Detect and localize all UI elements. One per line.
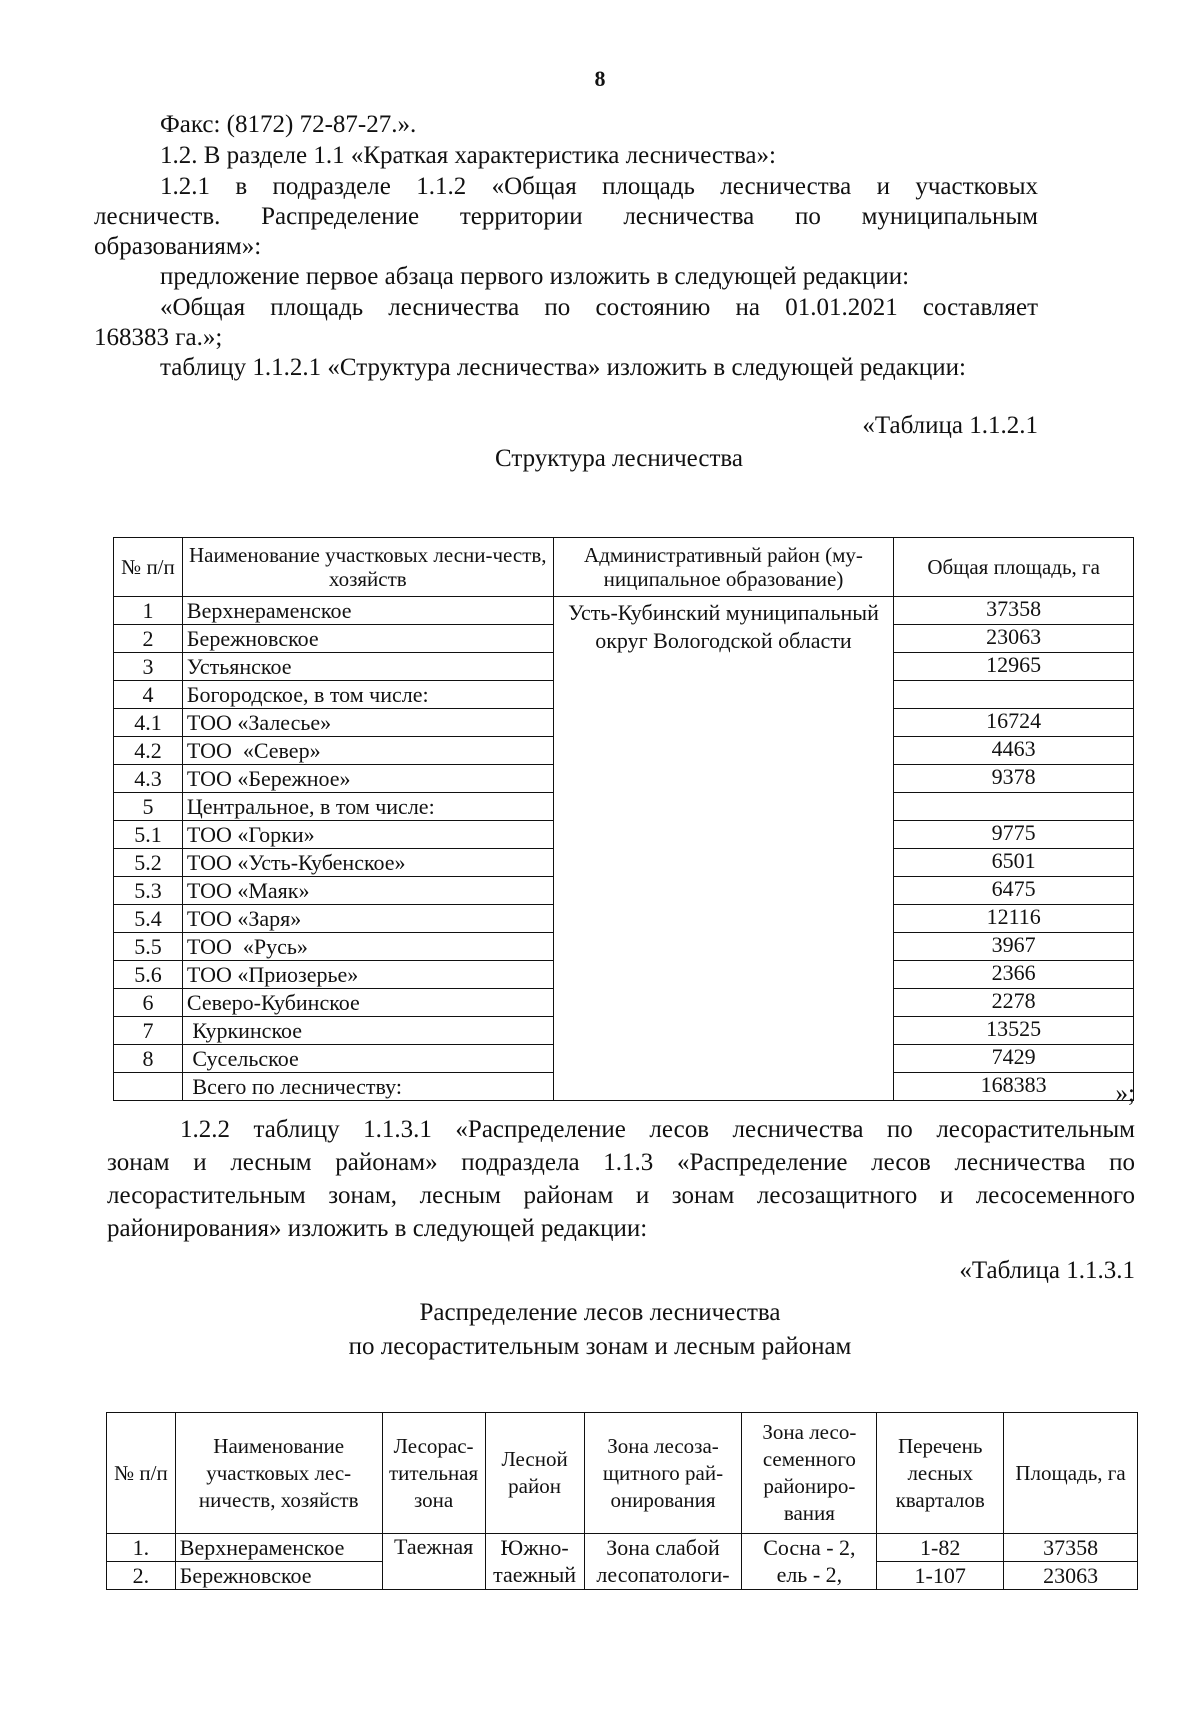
row-num: 3 [114, 653, 183, 681]
t2-header-region: Лесной район [485, 1413, 584, 1534]
row-area: 13525 [894, 1017, 1134, 1045]
t2-protect: Зона слабой [584, 1534, 742, 1562]
row-area: 16724 [894, 709, 1134, 737]
row-name: ТОО «Приозерье» [182, 961, 553, 989]
row-area: 2366 [894, 961, 1134, 989]
t2-num: 2. [107, 1562, 176, 1590]
quote-line1: «Общая площадь лесничества по состоянию на 01.01.2021 составляет [160, 294, 1038, 321]
t2-num: 1. [107, 1534, 176, 1562]
section-1-2-2-line3: лесорастительным зонам, лесным районам и зонам лесозащитного и лесосеменного [107, 1182, 1135, 1209]
forest-distribution-table [106, 1412, 1138, 1590]
row-num: 5.4 [114, 905, 183, 933]
row-name: Северо-Кубинское [182, 989, 553, 1017]
t2-name: Бережновское [175, 1562, 382, 1590]
t2-header-zone: Лесорас-тительная зона [382, 1413, 485, 1534]
t2-zone: Таежная [382, 1534, 485, 1590]
row-area: 6501 [894, 849, 1134, 877]
row-name: Центральное, в том числе: [182, 793, 553, 821]
row-name: Верхнераменское [182, 597, 553, 625]
row-num: 5.1 [114, 821, 183, 849]
row-area [894, 681, 1134, 709]
table1-label: «Таблица 1.1.2.1 [862, 412, 1038, 439]
row-num [114, 1073, 183, 1101]
row-num: 4.1 [114, 709, 183, 737]
t2-seed: Сосна - 2, [742, 1534, 877, 1562]
row-name: Бережновское [182, 625, 553, 653]
row-name: Сусельское [182, 1045, 553, 1073]
row-area: 168383 [894, 1073, 1134, 1101]
table2-label: «Таблица 1.1.3.1 [959, 1257, 1135, 1284]
t2-header-protect: Зона лесоза-щитного рай-онирования [584, 1413, 742, 1534]
t2-area: 23063 [1004, 1562, 1138, 1590]
table2-title-line2: по лесорастительным зонам и лесным районам [348, 1333, 852, 1360]
t2-quarters: 1-107 [877, 1562, 1004, 1590]
quote-line2: 168383 га.»; [94, 324, 223, 351]
row-name: ТОО «Маяк» [182, 877, 553, 905]
row-num: 5.6 [114, 961, 183, 989]
row-name: ТОО «Русь» [182, 933, 553, 961]
row-area: 23063 [894, 625, 1134, 653]
header-num: № п/п [114, 538, 183, 597]
row-area: 12965 [894, 653, 1134, 681]
row-num: 1 [114, 597, 183, 625]
row-name: ТОО «Горки» [182, 821, 553, 849]
row-area: 12116 [894, 905, 1134, 933]
t2-seed: ель - 2, [742, 1562, 877, 1590]
header-name: Наименование участковых лесни-честв, хозяйств [182, 538, 553, 597]
table1-close: »; [1115, 1080, 1135, 1107]
t2-region: таежный [485, 1562, 584, 1590]
row-name: Богородское, в том числе: [182, 681, 553, 709]
table-row [107, 1534, 1138, 1562]
row-area [894, 793, 1134, 821]
row-num: 4.3 [114, 765, 183, 793]
row-num: 5.5 [114, 933, 183, 961]
row-num: 5.3 [114, 877, 183, 905]
table1-title: Структура лесничества [495, 445, 743, 472]
t2-region: Южно- [485, 1534, 584, 1562]
row-area: 7429 [894, 1045, 1134, 1073]
section-1-2-1-line3: образованиям»: [94, 233, 262, 260]
t2-name: Верхнераменское [175, 1534, 382, 1562]
row-area: 2278 [894, 989, 1134, 1017]
row-num: 8 [114, 1045, 183, 1073]
offer-line: предложение первое абзаца первого изложить в следующей редакции: [160, 263, 910, 290]
t2-quarters: 1-82 [877, 1534, 1004, 1562]
header-admin: Административный район (му-ниципальное образование) [553, 538, 894, 597]
section-1-2-2-line1: 1.2.2 таблицу 1.1.3.1 «Распределение лесов лесничества по лесорастительным [180, 1116, 1135, 1143]
row-name: ТОО «Север» [182, 737, 553, 765]
row-area: 9775 [894, 821, 1134, 849]
fax-line: Факс: (8172) 72-87-27.». [160, 111, 417, 138]
section-1-2-1-line2: лесничеств. Распределение территории лесничества по муниципальным [94, 203, 1038, 230]
table2-title-line1: Распределение лесов лесничества [419, 1299, 781, 1326]
t2-header-seed: Зона лесо-семенного райониро-вания [742, 1413, 877, 1534]
row-area: 37358 [894, 597, 1134, 625]
row-area: 6475 [894, 877, 1134, 905]
row-num: 2 [114, 625, 183, 653]
table1-intro: таблицу 1.1.2.1 «Структура лесничества» изложить в следующей редакции: [160, 354, 967, 381]
row-name: ТОО «Бережное» [182, 765, 553, 793]
t2-protect: лесопатологи- [584, 1562, 742, 1590]
row-num: 5 [114, 793, 183, 821]
t2-header-name: Наименование участковых лес-ничеств, хозяйств [175, 1413, 382, 1534]
section-1-2-2-line4: районирования» изложить в следующей редакции: [107, 1215, 648, 1242]
admin-district: Усть-Кубинский муниципальный округ Вологодской области [553, 597, 894, 1101]
row-name: Устьянское [182, 653, 553, 681]
row-num: 4 [114, 681, 183, 709]
page-number: 8 [594, 66, 606, 91]
row-name: ТОО «Заря» [182, 905, 553, 933]
t2-header-quarters: Перечень лесных кварталов [877, 1413, 1004, 1534]
table-row [107, 1562, 1138, 1590]
row-area: 3967 [894, 933, 1134, 961]
t2-area: 37358 [1004, 1534, 1138, 1562]
section-1-2: 1.2. В разделе 1.1 «Краткая характеристика лесничества»: [160, 142, 776, 169]
table-row [114, 597, 1134, 625]
section-1-2-2-line2: зонам и лесным районам» подраздела 1.1.3 «Распределение лесов лесничества по [107, 1149, 1135, 1176]
row-num: 7 [114, 1017, 183, 1045]
row-name: ТОО «Усть-Кубенское» [182, 849, 553, 877]
header-area: Общая площадь, га [894, 538, 1134, 597]
t2-header-area: Площадь, га [1004, 1413, 1138, 1534]
t2-header-num: № п/п [107, 1413, 176, 1534]
row-num: 5.2 [114, 849, 183, 877]
row-num: 6 [114, 989, 183, 1017]
forestry-structure-table [113, 537, 1134, 1101]
row-name: Куркинское [182, 1017, 553, 1045]
row-name: Всего по лесничеству: [182, 1073, 553, 1101]
row-area: 9378 [894, 765, 1134, 793]
row-area: 4463 [894, 737, 1134, 765]
row-num: 4.2 [114, 737, 183, 765]
section-1-2-1-line1: 1.2.1 в подразделе 1.1.2 «Общая площадь лесничества и участковых [160, 173, 1038, 200]
row-name: ТОО «Залесье» [182, 709, 553, 737]
